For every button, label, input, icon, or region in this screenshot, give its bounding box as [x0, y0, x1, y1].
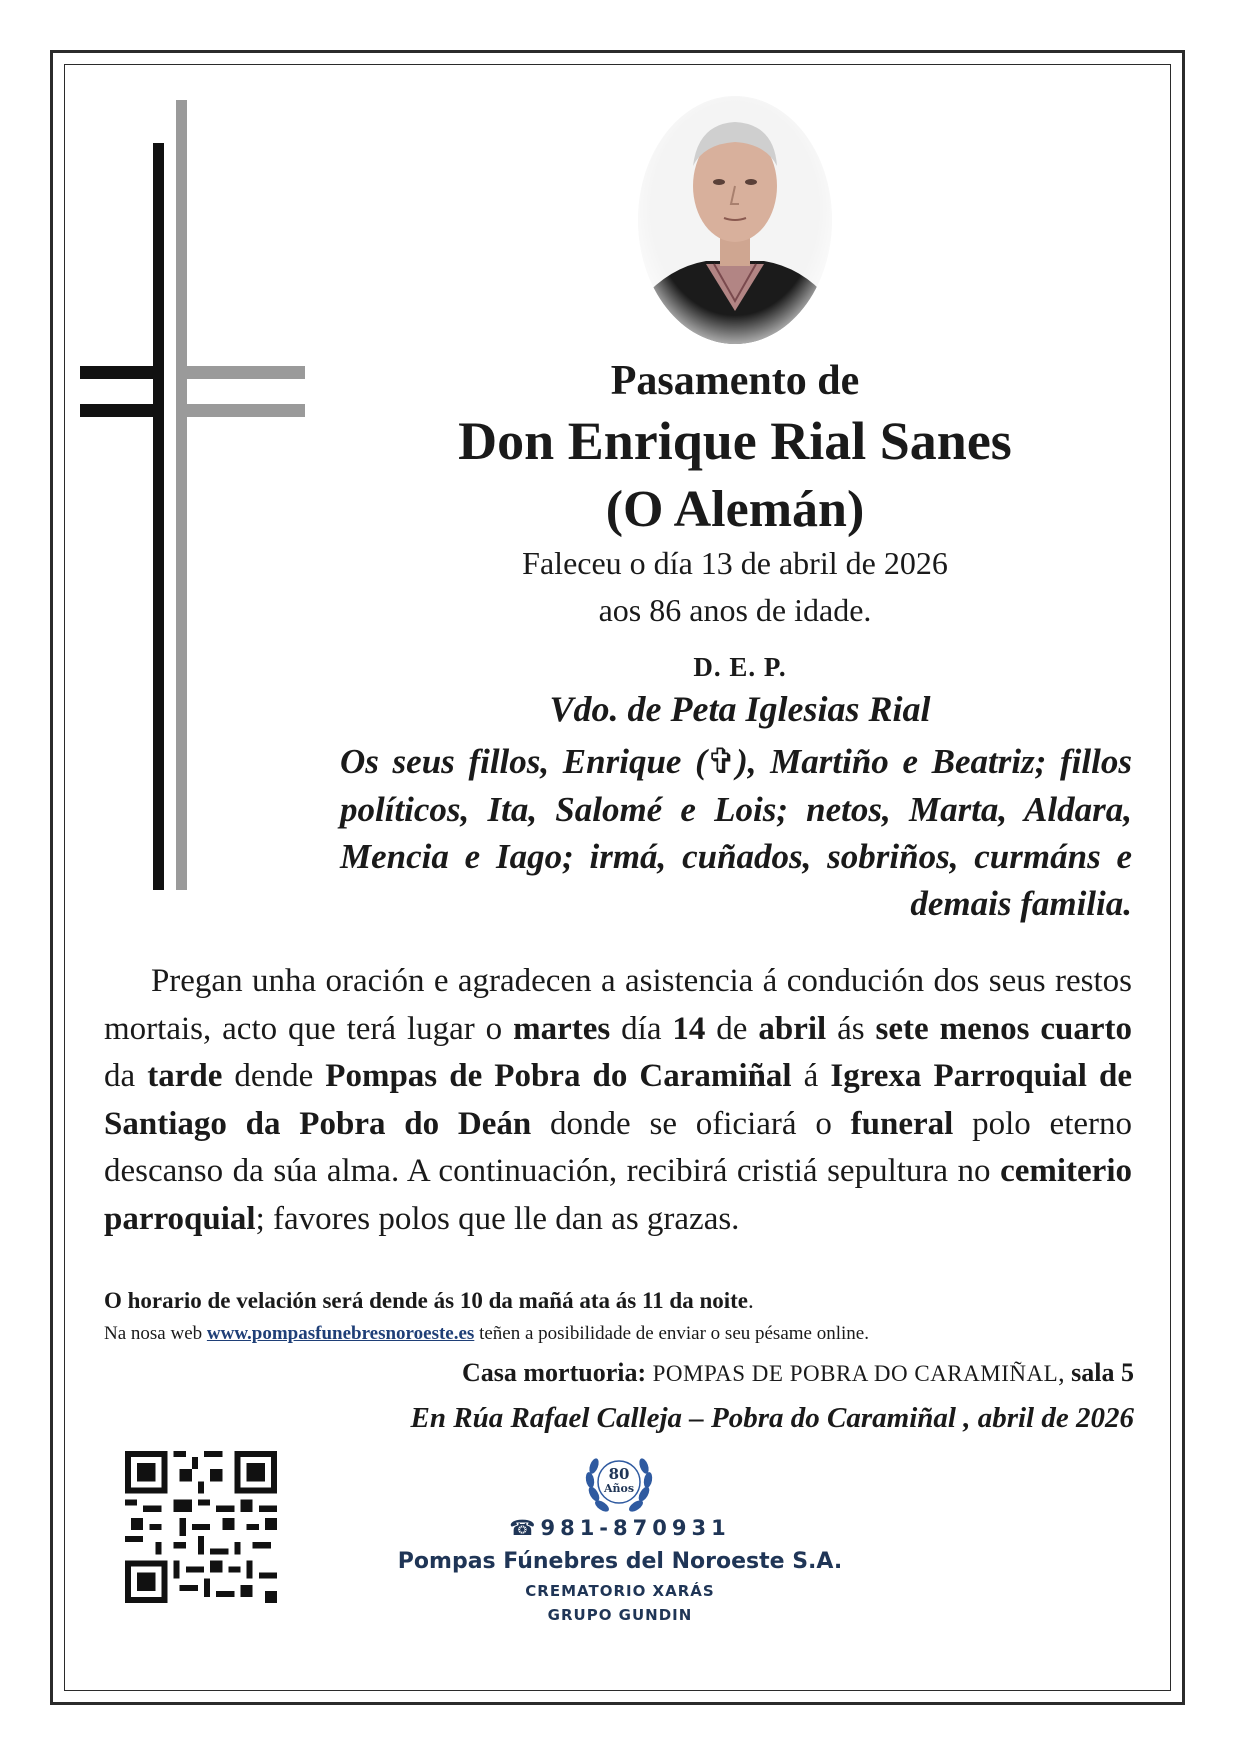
- age-line: aos 86 anos de idade.: [598, 592, 872, 628]
- ceremony-paragraph: [104, 958, 1132, 1243]
- death-date: Faleceu o día 13 de abril de 2026: [522, 545, 948, 581]
- anniversary-word: Años: [603, 1482, 635, 1495]
- body-bold: Igrexa Parroquial de Santiago da Pobra do Deán: [104, 1058, 1132, 1142]
- body-text: polo eterno descanso da súa alma. A continuación, recibirá cristiá sepultura no: [104, 1105, 1133, 1189]
- body-text: ; favores polos que lle dan as grazas.: [255, 1200, 740, 1237]
- body-text: á: [791, 1058, 831, 1094]
- family-list: [340, 738, 1132, 927]
- page-title: Pasamento de: [610, 358, 860, 404]
- wake-tail: .: [748, 1288, 754, 1313]
- company-name: Pompas Fúnebres del Noroeste S.A.: [397, 1549, 843, 1574]
- family-text-a: Os seus fillos, Enrique (: [340, 742, 707, 781]
- body-bold: tarde: [147, 1058, 223, 1094]
- website-link[interactable]: www.pompasfunebresnoroeste.es: [206, 1323, 475, 1344]
- body-bold: 14: [672, 1010, 706, 1047]
- body-text: Pregan unha oración e agradecen a asistencia á condución dos seus restos mortais, acto que terá lugar o: [104, 963, 1132, 1047]
- qr-code[interactable]: [125, 1451, 277, 1603]
- body-bold: Pompas de Pobra do Caramiñal: [325, 1058, 792, 1094]
- funeral-home-label: Casa mortuoria:: [461, 1358, 653, 1387]
- anniversary-wreath-icon: [580, 1444, 658, 1522]
- wake-schedule: [104, 1288, 754, 1314]
- body-text: da: [104, 1058, 148, 1094]
- location-date-line: En Rúa Rafael Calleja – Pobra do Caramiñal , abril de 2026: [410, 1402, 1134, 1434]
- body-text: día: [610, 1010, 673, 1047]
- wake-text: O horario de velación será dende ás 10 da mañá ata ás 11 da noite: [104, 1288, 749, 1313]
- body-bold: funeral: [850, 1105, 954, 1142]
- funeral-home-name: POMPAS DE POBRA DO CARAMIÑAL: [652, 1361, 1059, 1386]
- group-name: GRUPO GUNDIN: [547, 1606, 693, 1624]
- deceased-name: Don Enrique Rial Sanes: [458, 411, 1012, 471]
- funeral-home-line: [462, 1358, 1134, 1388]
- body-text: dende: [222, 1058, 326, 1094]
- body-bold: martes: [513, 1010, 611, 1047]
- funeral-home-sep: ,: [1058, 1358, 1072, 1387]
- family-text-b: ), Martiño e Beatriz; fillos políticos, Ita, Salomé e Lois; netos, Marta, Aldara, Mencia e Iago; irmá, cuñados, sobriños, curmáns e demais familia.: [340, 742, 1132, 923]
- anniversary-number: 80: [608, 1465, 630, 1483]
- deceased-nickname: (O Alemán): [605, 481, 865, 538]
- phone-text[interactable]: 981-870931: [540, 1516, 731, 1540]
- web-note: [104, 1323, 869, 1345]
- cross-icon: [80, 100, 305, 890]
- portrait-photo: [636, 96, 834, 348]
- body-text: ás: [826, 1010, 876, 1047]
- body-text: de: [705, 1010, 759, 1047]
- web-suffix: teñen a posibilidade de enviar o seu pésame online.: [474, 1323, 869, 1344]
- body-bold: cemiterio parroquial: [104, 1153, 1132, 1237]
- room-number: sala 5: [1071, 1358, 1134, 1387]
- body-bold: abril: [758, 1010, 827, 1047]
- body-bold: sete menos cuarto: [875, 1010, 1132, 1047]
- widower-line: Vdo. de Peta Iglesias Rial: [549, 689, 931, 729]
- small-cross-icon: ✞: [706, 742, 737, 782]
- phone-number: [440, 1516, 800, 1540]
- body-text: donde se oficiará o: [531, 1105, 851, 1142]
- web-prefix: Na nosa web: [104, 1323, 207, 1344]
- rip-label: D. E. P.: [693, 652, 787, 682]
- crematorium-name: CREMATORIO XARÁS: [525, 1582, 715, 1600]
- phone-icon: ☎: [509, 1516, 541, 1540]
